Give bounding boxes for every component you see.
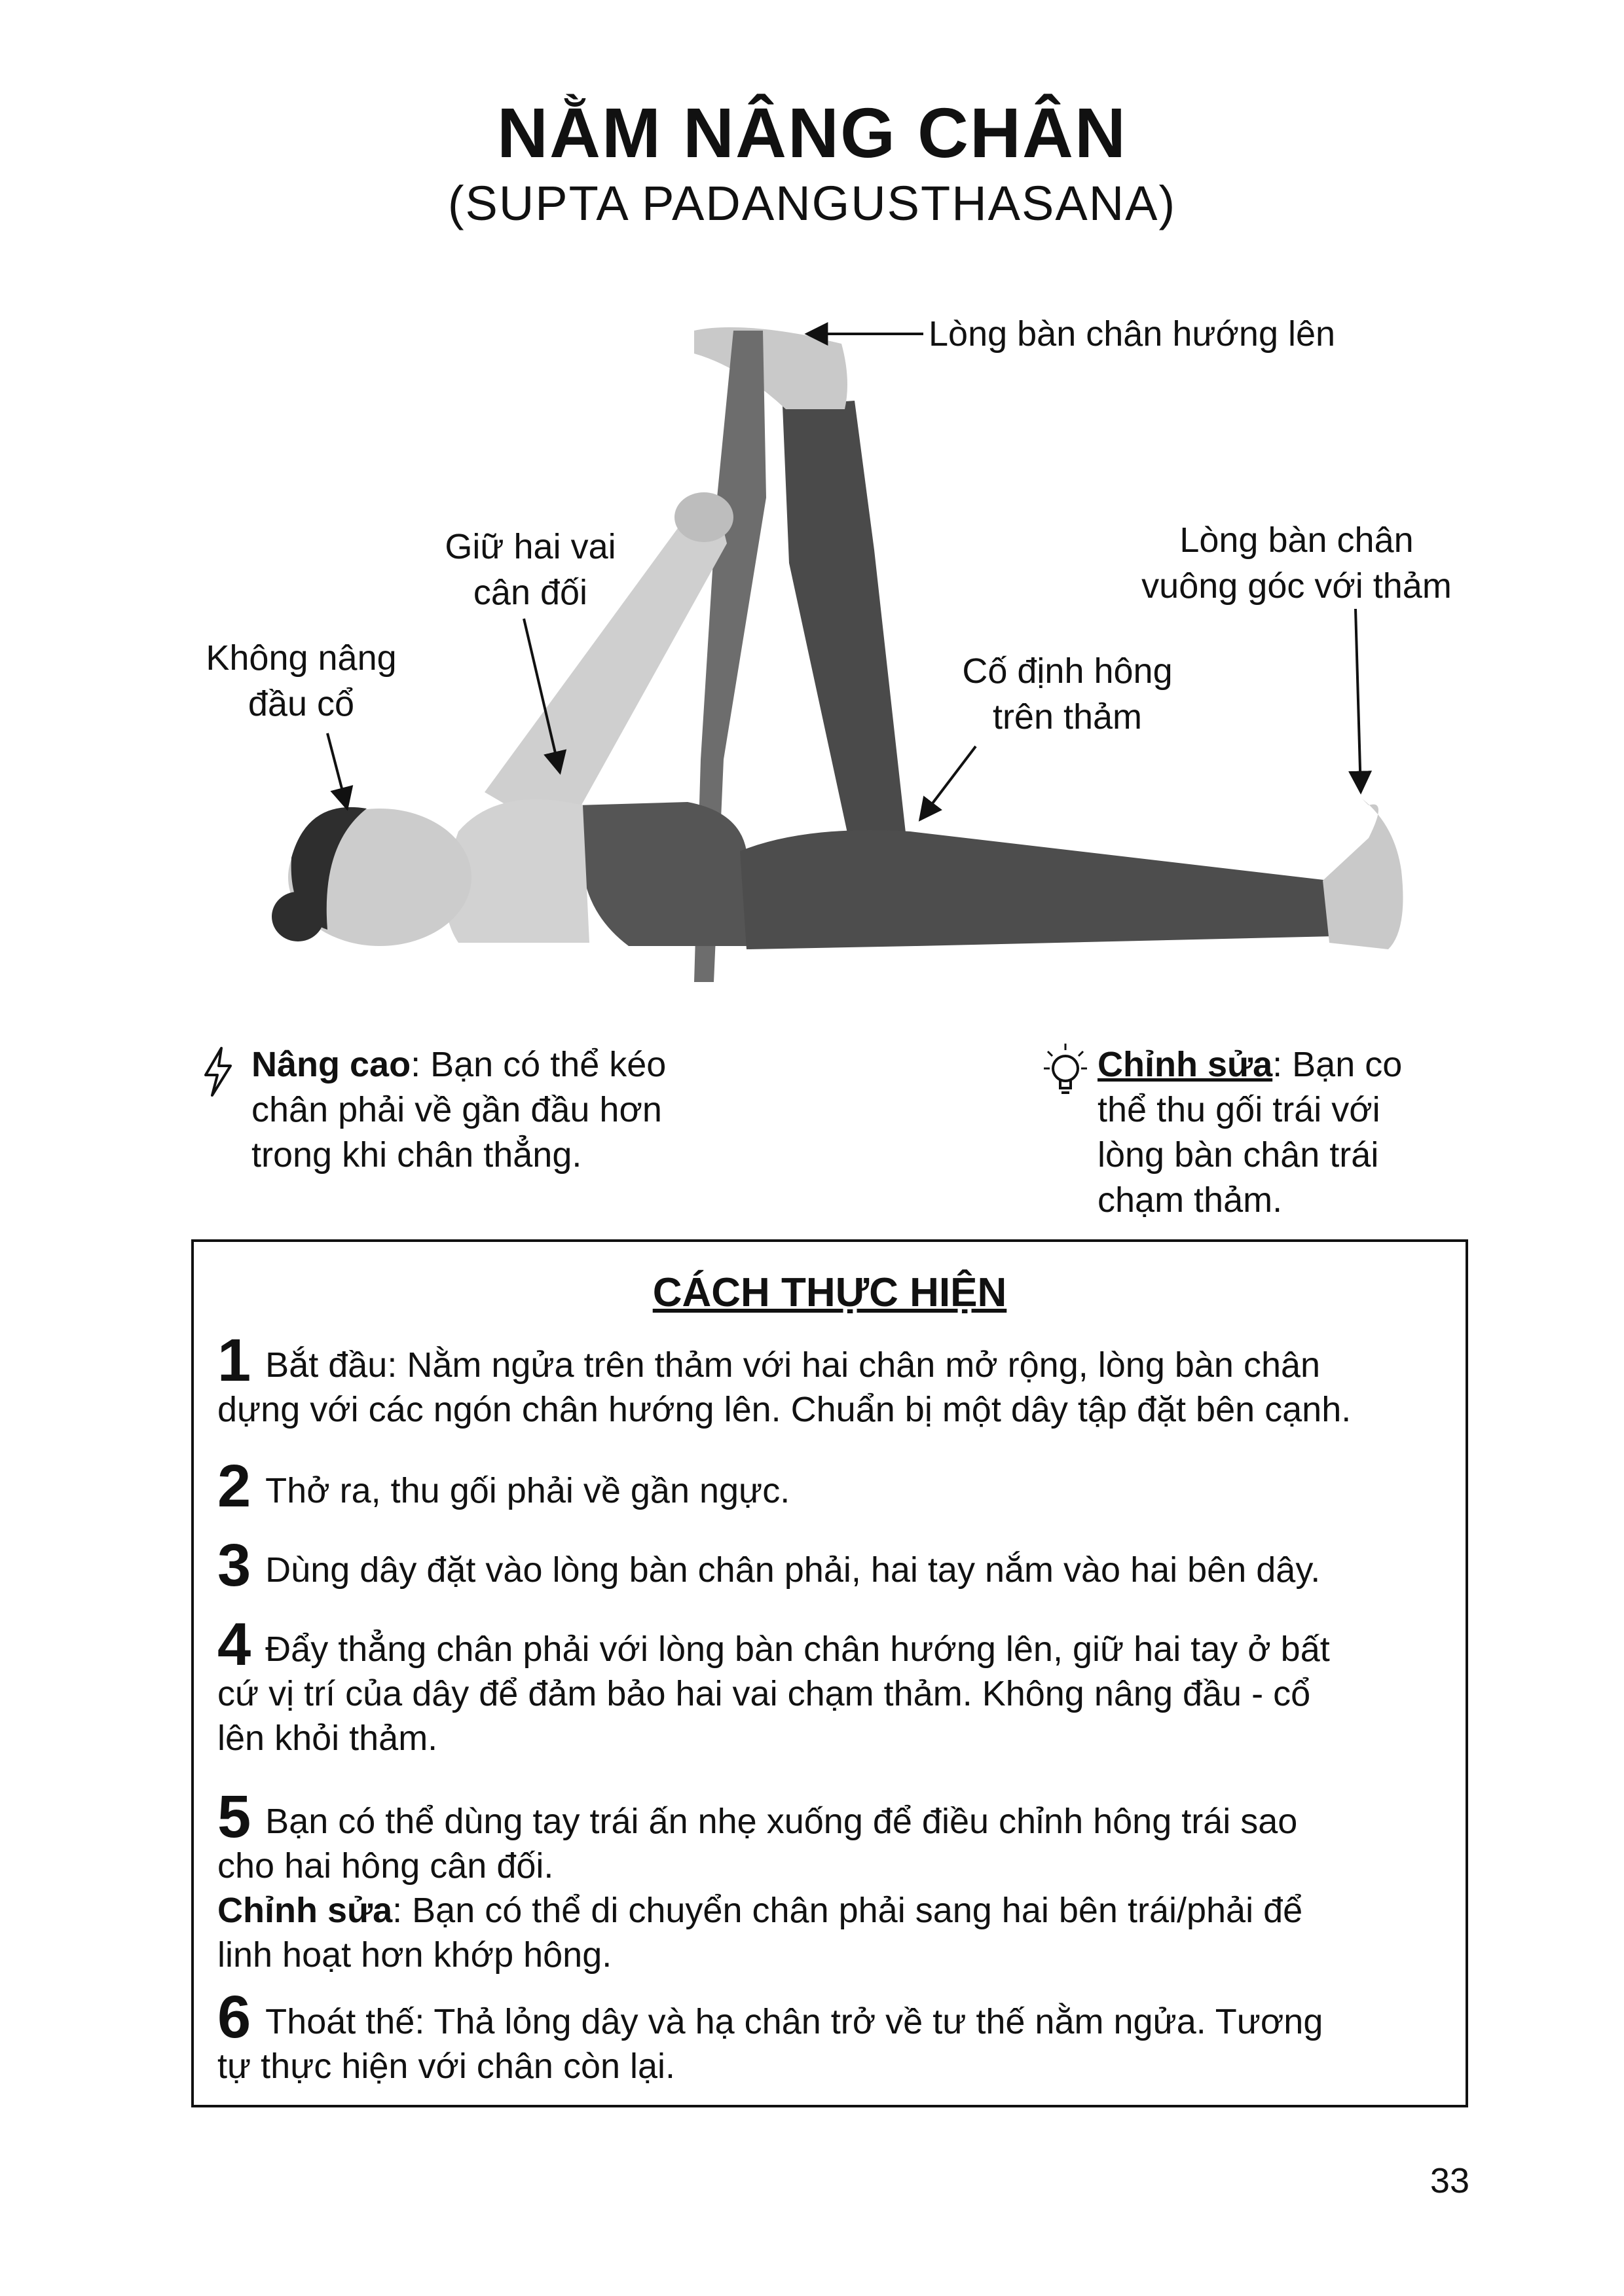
step-6: 6 Thoát thế: Thả lỏng dây và hạ chân trở về tư thế nằm ngửa. Tương tự thực hiện với chân còn lại. [217, 1984, 1323, 2086]
tip-advanced: Nâng cao: Bạn có thể kéo chân phải về gần đầu hơn trong khi chân thẳng. [251, 1045, 667, 1175]
lower-leg [740, 830, 1336, 949]
step-2: 2 Thở ra, thu gối phải về gần ngực. [217, 1453, 790, 1520]
label-foot-perp: Lòng bàn chân vuông góc với thảm [1141, 520, 1452, 606]
label-hip: Cố định hông trên thảm [962, 651, 1173, 737]
page-number: 33 [1430, 2161, 1469, 2200]
step-1: 1 Bắt đầu: Nằm ngửa trên thảm với hai chân mở rộng, lòng bàn chân dựng với các ngón chân hướng lên. Chuẩn bị một dây tập đặt bên cạnh. [217, 1327, 1352, 1429]
label-foot-up: Lòng bàn chân hướng lên [929, 314, 1336, 354]
label-neck: Không nâng đầu cổ [206, 638, 397, 723]
arrow-hip [920, 746, 976, 820]
lightning-icon [202, 1046, 234, 1097]
raised-leg [783, 401, 907, 851]
raised-foot [694, 327, 847, 409]
instructions-title: CÁCH THỰC HIỆN [652, 1270, 1007, 1315]
page-title: NẰM NÂNG CHÂN [497, 93, 1127, 172]
step-4: 4 Đẩy thẳng chân phải với lòng bàn chân hướng lên, giữ hai tay ở bất cứ vị trí của dây để đảm bảo hai vai chạm thảm. Không nâng đầu - cổ lên khỏi thảm. [217, 1611, 1330, 1758]
sports-top [576, 802, 747, 946]
lower-foot [1323, 799, 1403, 949]
page-subtitle: (SUPTA PADANGUSTHASANA) [447, 176, 1177, 230]
lightbulb-icon [1043, 1041, 1088, 1099]
arrow-neck [327, 733, 347, 809]
tip-modify: Chỉnh sửa: Bạn co thể thu gối trái với lòng bàn chân trái chạm thảm. [1098, 1045, 1403, 1220]
step-5: 5 Bạn có thể dùng tay trái ấn nhẹ xuống để điều chỉnh hông trái sao cho hai hông cân đối. Chỉnh sửa: Bạn có thể di chuyển chân phải sang hai bên trái/phải để linh hoạt hơn khớp hông. [217, 1783, 1303, 1975]
arrow-foot-perp [1356, 609, 1361, 792]
instructions-box [191, 1239, 1468, 2107]
hands [674, 492, 733, 542]
label-shoulders: Giữ hai vai cân đối [445, 527, 616, 612]
step-3: 3 Dùng dây đặt vào lòng bàn chân phải, hai tay nắm vào hai bên dây. [217, 1532, 1321, 1599]
